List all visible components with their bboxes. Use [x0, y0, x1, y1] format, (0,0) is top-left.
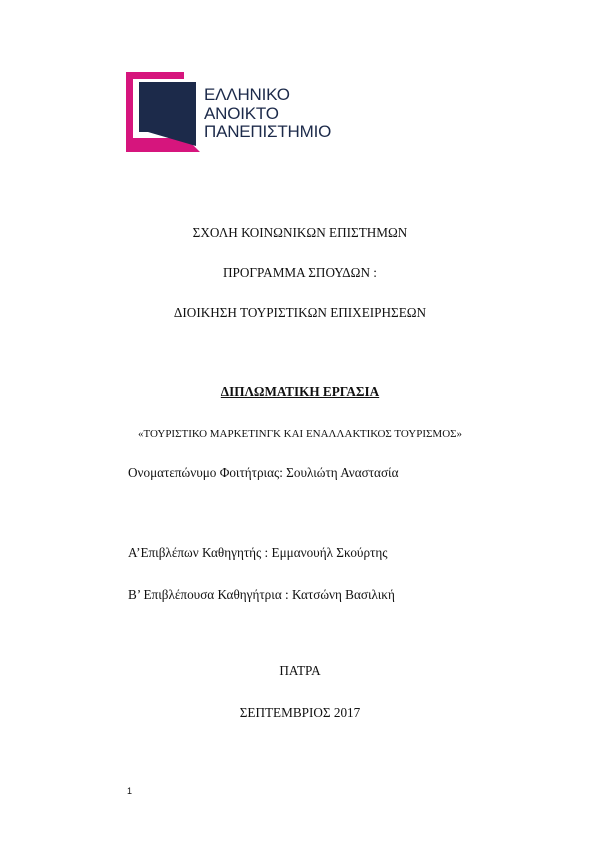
school-name: ΣΧΟΛΗ ΚΟΙΝΩΝΙΚΩΝ ΕΠΙΣΤΗΜΩΝ	[192, 225, 408, 240]
supervisor-b: Β’ Επιβλέπουσα Καθηγήτρια : Κατσώνη Βασιλική	[128, 587, 395, 602]
student-name: Ονοματεπώνυμο Φοιτήτριας: Σουλιώτη Αναστασία	[128, 465, 399, 480]
program-label: ΠΡΟΓΡΑΜΜΑ ΣΠΟΥΔΩΝ :	[223, 265, 377, 280]
supervisor-a: Α’Επιβλέπων Καθηγητής : Εμμανουήλ Σκούρτης	[128, 545, 388, 560]
logo-wordmark	[204, 86, 331, 142]
submission-date: ΣΕΠΤΕΜΒΡΙΟΣ 2017	[239, 705, 361, 720]
program-name: ΔΙΟΙΚΗΣΗ ΤΟΥΡΙΣΤΙΚΩΝ ΕΠΙΧΕΙΡΗΣΕΩΝ	[173, 305, 427, 320]
page-number: 1	[127, 786, 133, 796]
logo-line-1: ΕΛΛΗΝΙΚΟ	[204, 85, 290, 104]
university-logo	[126, 72, 356, 152]
thesis-title: «ΤΟΥΡΙΣΤΙΚΟ ΜΑΡΚΕΤΙΝΓΚ ΚΑΙ ΕΝΑΛΛΑΚΤΙΚΟΣ ΤΟΥΡΙΣΜΟΣ»	[137, 428, 463, 440]
logo-emblem-icon	[126, 72, 200, 152]
logo-line-3: ΠΑΝΕΠΙΣΤΗΜΙΟ	[204, 122, 332, 141]
logo-line-2: ΑΝΟΙΚΤΟ	[204, 103, 279, 123]
thesis-type-heading: ΔΙΠΛΩΜΑΤΙΚΗ ΕΡΓΑΣΙΑ	[220, 384, 380, 399]
city: ΠΑΤΡΑ	[279, 663, 321, 678]
